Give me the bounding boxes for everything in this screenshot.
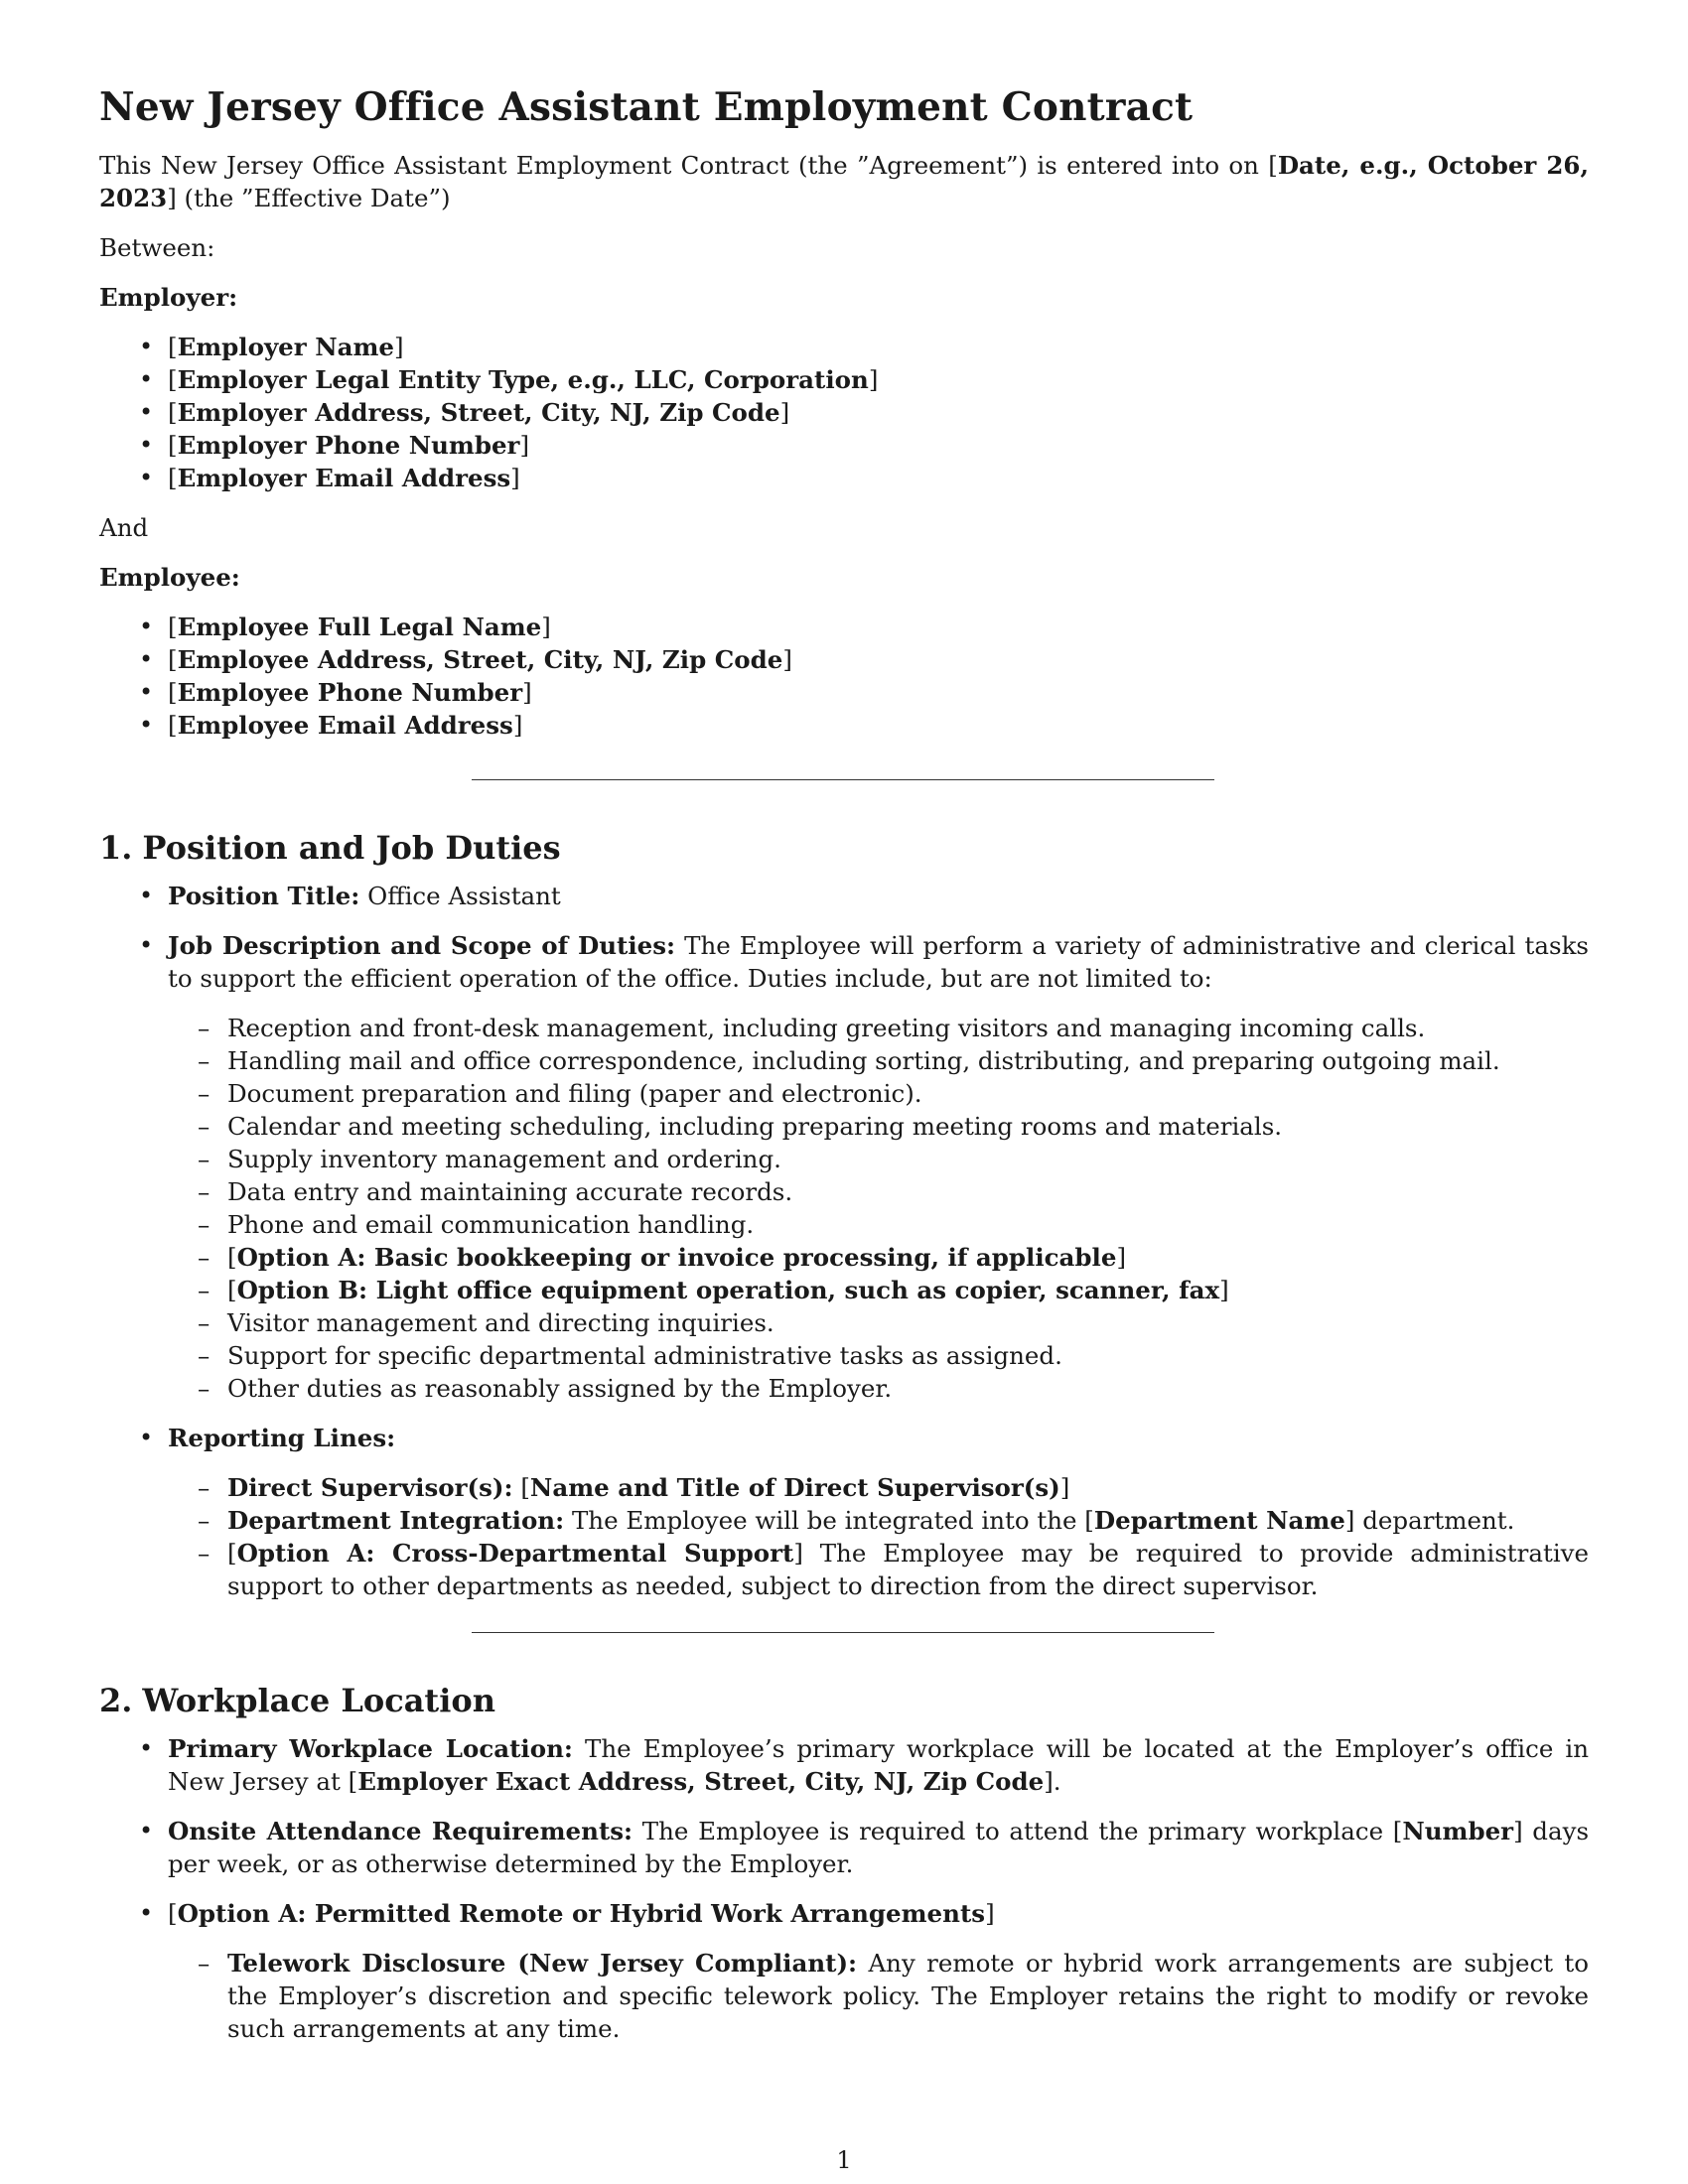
employee-list xyxy=(99,611,1589,742)
list-item: • [Employee Phone Number] xyxy=(99,676,1589,709)
employer-heading xyxy=(99,281,1589,314)
employer-phone-placeholder: Employer Phone Number xyxy=(177,431,520,460)
supervisor-item: – Direct Supervisor(s): [Name and Title of Direct Supervisor(s)] xyxy=(168,1471,1589,1504)
option-a-duty: Option A: Basic bookkeeping or invoice processing, if applicable xyxy=(236,1243,1117,1272)
department-label: Department Integration: xyxy=(227,1506,565,1535)
list-item: • [Employer Email Address] xyxy=(99,462,1589,494)
document-title: New Jersey Office Assistant Employment Contract xyxy=(99,84,1194,130)
duties-list xyxy=(108,1012,1589,1405)
list-item: • [Employer Phone Number] xyxy=(99,429,1589,462)
employer-name-placeholder: Employer Name xyxy=(177,333,394,361)
cross-department-text: ] The Employee may be required to provide administrative support to other departments as needed, subject to direction from the direct supervisor. xyxy=(227,1539,1589,1600)
list-item: • [Employer Address, Street, City, NJ, Zip Code] xyxy=(99,396,1589,429)
duty-item: – Support for specific departmental administrative tasks as assigned. xyxy=(168,1339,1589,1372)
section-number: 1. xyxy=(99,829,133,867)
job-description-label: Job Description and Scope of Duties: xyxy=(168,931,676,960)
cross-department-option: Option A: Cross-Departmental Support xyxy=(236,1539,794,1568)
list-item: • [Employer Name] xyxy=(99,331,1589,363)
employer-address-placeholder: Employer Address, Street, City, NJ, Zip Code xyxy=(177,398,780,427)
employee-phone-placeholder: Employee Phone Number xyxy=(177,678,523,707)
remote-list xyxy=(108,1947,1589,2045)
option-b-duty: Option B: Light office equipment operation, such as copier, scanner, fax xyxy=(236,1276,1220,1304)
document-page xyxy=(99,83,1589,2053)
duty-item: – Supply inventory management and ordering. xyxy=(168,1143,1589,1175)
reporting-list xyxy=(108,1471,1589,1602)
duty-item: – [Option A: Basic bookkeeping or invoice processing, if applicable] xyxy=(168,1241,1589,1274)
duty-item: – Reception and front-desk management, including greeting visitors and managing incoming calls. xyxy=(168,1012,1589,1044)
onsite-attendance-item xyxy=(99,1815,1589,1880)
list-item: • [Employee Email Address] xyxy=(99,709,1589,742)
supervisor-label: Direct Supervisor(s): xyxy=(227,1473,513,1502)
section-divider xyxy=(472,779,1214,780)
department-placeholder: Department Name xyxy=(1093,1506,1345,1535)
employer-label: Employer: xyxy=(99,283,238,312)
primary-workplace-text-post: ]. xyxy=(1044,1767,1061,1796)
remote-option-label: Option A: Permitted Remote or Hybrid Work Arrangements xyxy=(177,1899,986,1928)
section-number: 2. xyxy=(99,1682,133,1719)
section-1-heading xyxy=(99,828,1589,868)
primary-workplace-label: Primary Workplace Location: xyxy=(168,1734,573,1763)
duty-item: – Visitor management and directing inquiries. xyxy=(168,1306,1589,1339)
reporting-lines-item xyxy=(99,1422,1589,1602)
intro-post: ] (the ”Effective Date”) xyxy=(167,184,451,212)
employee-email-placeholder: Employee Email Address xyxy=(177,711,513,740)
telework-text: Any remote or hybrid work arrangements are subject to the Employer’s discretion and specific telework policy. The Employer retains the right to modify or revoke such arrangements at any time. xyxy=(227,1949,1589,2043)
primary-address-placeholder: Employer Exact Address, Street, City, NJ, Zip Code xyxy=(357,1767,1045,1796)
position-title-label: Position Title: xyxy=(168,882,360,910)
duty-item: – Document preparation and filing (paper and electronic). xyxy=(168,1077,1589,1110)
duty-item: – Other duties as reasonably assigned by the Employer. xyxy=(168,1372,1589,1405)
position-title-value: Office Assistant xyxy=(367,882,561,910)
employer-email-placeholder: Employer Email Address xyxy=(177,464,511,492)
page-number: 1 xyxy=(836,2146,852,2174)
section-1-list xyxy=(99,880,1589,1602)
cross-department-item: – [Option A: Cross-Departmental Support] The Employee may be required to provide administrative support to other departments as needed, subject to direction from the direct supervisor. xyxy=(168,1537,1589,1602)
department-item xyxy=(168,1504,1589,1537)
supervisor-placeholder: Name and Title of Direct Supervisor(s) xyxy=(529,1473,1060,1502)
section-divider xyxy=(472,1632,1214,1633)
list-item: • [Employee Address, Street, City, NJ, Zip Code] xyxy=(99,643,1589,676)
department-text-post: ] department. xyxy=(1344,1506,1515,1535)
job-description-text: The Employee will perform a variety of administrative and clerical tasks to support the efficient operation of the office. Duties include, but are not limited to: xyxy=(168,931,1589,993)
section-2-list xyxy=(99,1732,1589,2045)
onsite-days-placeholder: Number xyxy=(1402,1817,1514,1845)
employee-label: Employee: xyxy=(99,563,240,592)
duty-item: – Handling mail and office correspondence, including sorting, distributing, and preparing outgoing mail. xyxy=(168,1044,1589,1077)
effective-date-placeholder: Date, e.g., October 26, 2023 xyxy=(99,151,1589,212)
job-description-item xyxy=(99,929,1589,1405)
employee-heading xyxy=(99,561,1589,594)
onsite-attendance-label: Onsite Attendance Requirements: xyxy=(168,1817,633,1845)
position-title-item xyxy=(99,880,1589,912)
employer-list xyxy=(99,331,1589,494)
and-label: And xyxy=(99,513,149,542)
list-item: • [Employee Full Legal Name] xyxy=(99,611,1589,643)
list-item: • [Employer Legal Entity Type, e.g., LLC, Corporation] xyxy=(99,363,1589,396)
duty-item: – Calendar and meeting scheduling, including preparing meeting rooms and materials. xyxy=(168,1110,1589,1143)
duty-item: – [Option B: Light office equipment operation, such as copier, scanner, fax] xyxy=(168,1274,1589,1306)
section-2-heading xyxy=(99,1681,1589,1720)
between-label: Between: xyxy=(99,233,215,262)
onsite-text-pre: The Employee is required to attend the primary workplace [ xyxy=(641,1817,1403,1845)
section-title: Position and Job Duties xyxy=(142,829,561,867)
reporting-lines-label: Reporting Lines: xyxy=(168,1424,396,1452)
telework-item xyxy=(168,1947,1589,2045)
intro-pre: This New Jersey Office Assistant Employment Contract (the ”Agreement”) is entered into on [ xyxy=(99,151,1278,180)
department-text-pre: The Employee will be integrated into the [ xyxy=(571,1506,1094,1535)
intro-paragraph xyxy=(99,149,1589,214)
employee-address-placeholder: Employee Address, Street, City, NJ, Zip Code xyxy=(177,645,783,674)
onsite-text-post: ] days per week, or as otherwise determined by the Employer. xyxy=(168,1817,1590,1878)
remote-option-item: • [Option A: Permitted Remote or Hybrid Work Arrangements] – Telework Disclosure (New Jersey Compliant): Any remote or hybrid work arrangements are subject to the Employer’s discretion and specific telework policy. The Employer retains the right to modify or revoke such arrangements at any time. xyxy=(99,1897,1589,2045)
duty-item: – Phone and email communication handling. xyxy=(168,1208,1589,1241)
telework-label: Telework Disclosure (New Jersey Compliant): xyxy=(227,1949,858,1978)
employee-name-placeholder: Employee Full Legal Name xyxy=(177,613,542,641)
employer-entity-placeholder: Employer Legal Entity Type, e.g., LLC, Corporation xyxy=(177,365,869,394)
section-title: Workplace Location xyxy=(142,1682,495,1719)
primary-workplace-item xyxy=(99,1732,1589,1798)
duty-item: – Data entry and maintaining accurate records. xyxy=(168,1175,1589,1208)
primary-workplace-text: The Employee’s primary workplace will be located at the Employer’s office in New Jersey at [ xyxy=(168,1734,1589,1796)
